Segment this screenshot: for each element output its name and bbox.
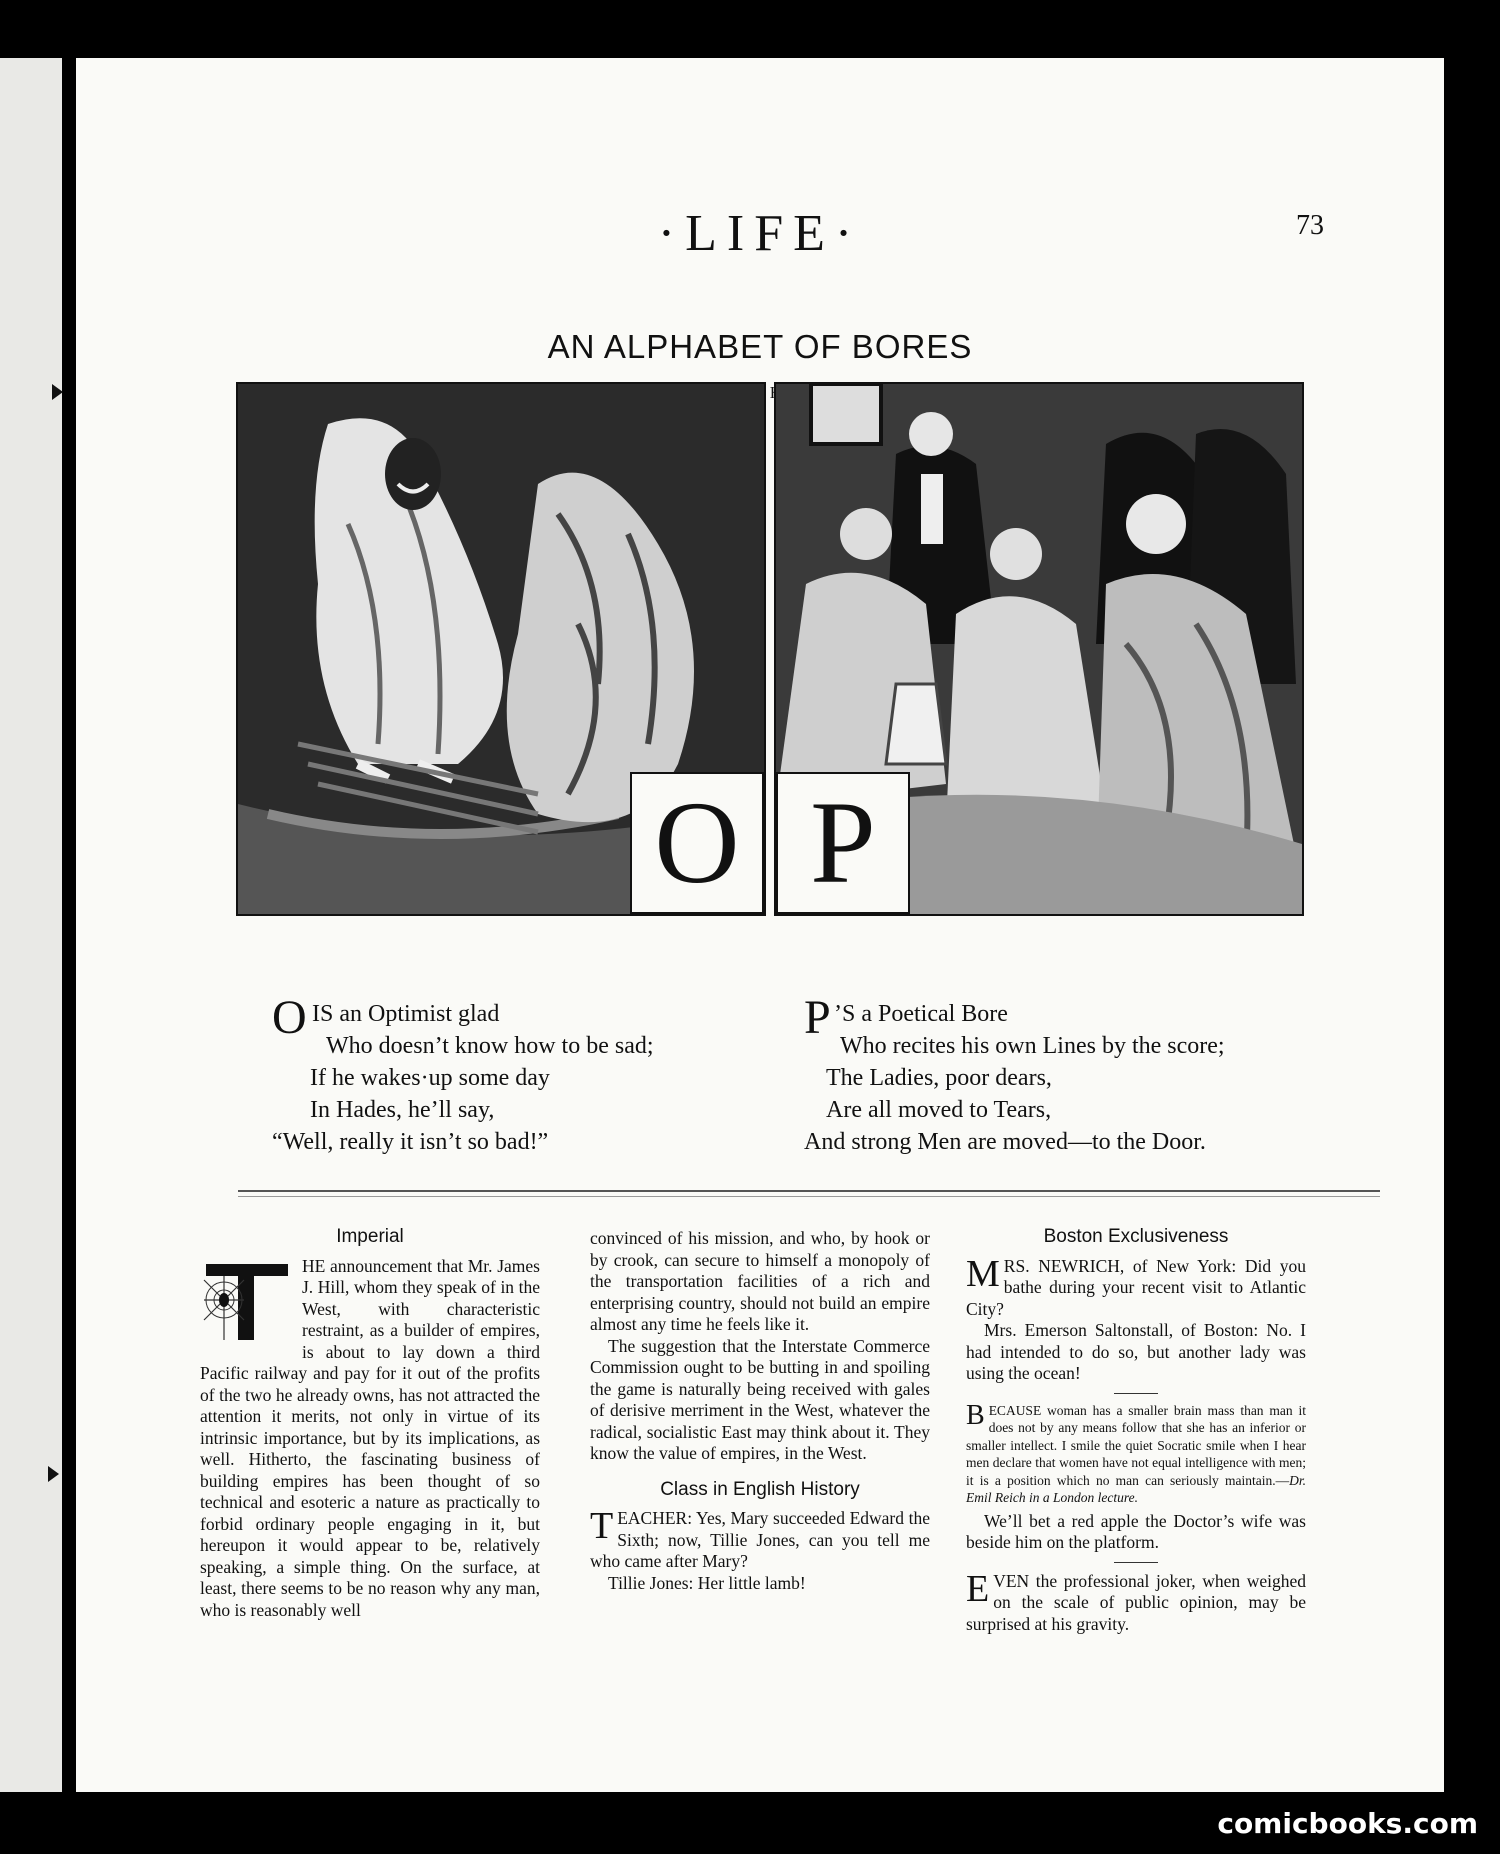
facing-page-edge — [0, 58, 62, 1792]
heading-boston: Boston Exclusiveness — [1043, 1226, 1229, 1247]
verse-line: If he wakes·up some day — [310, 1065, 550, 1091]
magazine-page — [76, 58, 1444, 1792]
even-text: VEN the professional joker, when weighed on the scale of public opinion, may be surprised at his gravity. — [966, 1570, 1306, 1634]
site-watermark: comicbooks.com — [1217, 1807, 1478, 1840]
letter-o-box: O — [630, 772, 764, 914]
illustration-poetical-bore — [774, 382, 1304, 916]
verse-line: Who doesn’t know how to be sad; — [326, 1033, 654, 1059]
verse-drop-cap: P — [804, 991, 831, 1044]
because-quote: ECAUSE woman has a smaller brain mass than man it does not by any means follow that she has an inferior or smaller intellect. I smile the quiet Socratic smile when I hear men declare that women have not equal intelligence with men; it is a position which no man can seriously maintain.— — [966, 1402, 1306, 1488]
class-history-text: EACHER: Yes, Mary succeeded Edward the Sixth; now, Tillie Jones, can you tell me who came after Mary? — [590, 1508, 930, 1571]
even-drop-cap: E — [966, 1567, 990, 1610]
masthead: ·LIFE· — [657, 205, 863, 262]
left-margin-mark — [52, 384, 63, 400]
verse-line: IS an Optimist glad — [312, 1001, 500, 1027]
imperial-para-2: The suggestion that the Interstate Commerce Commission ought to be butting in and spoiling the game is naturally being received with gales of derisive merriment in the West, whatever the radical, socialistic East may think about it. They know the value of empires, in the West. — [590, 1335, 930, 1463]
article-title: AN ALPHABET OF BORES — [547, 328, 973, 365]
verse-line: Are all moved to Tears, — [826, 1097, 1052, 1123]
verse-line: And strong Men are moved—to the Door. — [804, 1129, 1206, 1155]
left-margin-mark — [48, 1466, 59, 1482]
imperial-text: HE announcement that Mr. James J. Hill, whom they speak of in the West, with characteristic restraint, as a builder of empires, is about to lay down a third Pacific railway and pay for it out of the profits of the two he already owns, has not attracted the attention it merits, not only in virtue of its intrinsic importance, but by its implications, as well. Hitherto, the fascinating business of building empires has been thought of so technical and esoteric a nature as practically to forbid ordinary people engaging in it, but hereupon it would appear to be, relatively speaking, a simple thing. On the surface, at least, there seems to be no reason why any man, who is reasonably well — [200, 1255, 540, 1620]
verse-line: The Ladies, poor dears, — [826, 1065, 1052, 1091]
heading-class-history: Class in English History — [660, 1478, 860, 1500]
column-3 — [966, 1226, 1306, 1635]
verse-line: In Hades, he’ll say, — [310, 1097, 495, 1123]
short-rule — [1114, 1393, 1158, 1394]
verse-line: Who recites his own Lines by the score; — [840, 1033, 1225, 1059]
short-rule — [1114, 1562, 1158, 1563]
because-comment: We’ll bet a red apple the Doctor’s wife was beside him on the platform. — [966, 1510, 1306, 1552]
class-history-reply: Tillie Jones: Her little lamb! — [608, 1572, 806, 1593]
page-number: 73 — [1296, 210, 1324, 241]
imperial-continued: convinced of his mission, and who, by hook or by crook, can secure to himself a monopoly of the transportation facilities of a rich and enterprising country, should not build an empire almost any time he feels like it. — [590, 1228, 930, 1334]
class-history-drop-cap: T — [590, 1505, 614, 1547]
column-2 — [590, 1228, 930, 1594]
verse-line: ’S a Poetical Bore — [834, 1001, 1008, 1027]
because-drop-cap: B — [966, 1399, 985, 1431]
illustration-optimist — [236, 382, 766, 916]
section-divider — [238, 1190, 1380, 1192]
spiderweb-dropcap-t — [200, 1260, 294, 1344]
because-text — [966, 1399, 1306, 1507]
because-attribution: Dr. Emil Reich in a London lecture. — [966, 1472, 1306, 1505]
section-divider — [238, 1196, 1380, 1197]
boston-drop-cap: M — [966, 1252, 1000, 1295]
heading-imperial: Imperial — [336, 1226, 404, 1247]
boston-reply: Mrs. Emerson Saltonstall, of Boston: No. I had intended to do so, but another lady was using the ocean! — [966, 1320, 1306, 1383]
verse-poetical-bore — [804, 991, 1225, 1158]
verse-optimist — [272, 991, 654, 1158]
verse-line: “Well, really it isn’t so bad!” — [272, 1129, 549, 1155]
boston-text: RS. NEWRICH, of New York: Did you bathe during your recent visit to Atlantic City? — [966, 1255, 1306, 1319]
column-1 — [200, 1226, 540, 1621]
verse-drop-cap: O — [272, 991, 307, 1044]
letter-p-box: P — [776, 772, 910, 914]
